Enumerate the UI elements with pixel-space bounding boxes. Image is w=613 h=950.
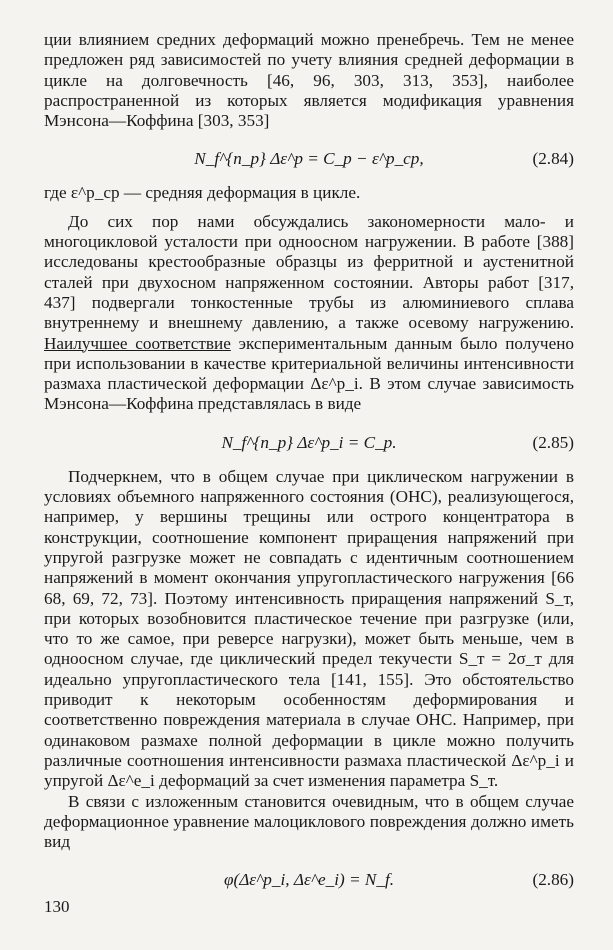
equation-2-84: [44, 141, 574, 175]
equation-2-84-number: (2.84): [532, 149, 574, 169]
page-number: 130: [44, 897, 70, 916]
paragraph-2: где ε^p_ср — средняя деформация в цикле.: [44, 183, 361, 203]
paragraph-4: Подчеркнем, что в общем случае при циклическом нагружении в условиях объемного напряженного состояния (ОНС), реализующегося, например, у вершины трещины или острого концентратора в конструкции, соотношение компонент приращения напряжений при упругой разгрузке может не совпадать с идентичным соотношением напряжений в момент окончания упругопластического нагружения [66 68, 69, 72, 73]. Поэтому интенсивность приращения напряжений S_т, при которых возобновится пластическое течение при разгрузке (или, что то же самое, при реверсе нагрузки), может быть меньше, чем в одноосном случае, где циклический предел текучести S_т = 2σ_т для идеально упругопластического тела [141, 155]. Это обстоятельство приводит к некоторым особенностям деформирования и соответственно повреждения материала в случае ОНС. Например, при одинаковом размахе полной деформации в цикле можно получить различные соотношения интенсивности размаха пластической Δε^p_i и упругой Δε^e_i деформаций за счет изменения параметра S_т.: [44, 466, 574, 791]
equation-2-86-number: (2.86): [532, 870, 574, 890]
paragraph-5: В связи с изложенным становится очевидным, что в общем случае деформационное уравнение малоциклового повреждения должно иметь вид: [44, 791, 574, 852]
page-body: [44, 30, 574, 904]
equation-2-85-number: (2.85): [532, 432, 574, 452]
equation-2-85-formula: N_f^{n_p} Δε^p_i = C_p.: [221, 432, 397, 452]
equation-2-85: [44, 425, 574, 459]
paragraph-3-text-a: До сих пор нами обсуждались закономерности мало- и многоцикловой усталости при одноосном нагружении. В работе [388] исследованы крестообразные образцы из ферритной и аустенитной сталей при двухосном напряженном состоянии. Авторы работ [317, 437] подвергали тонкостенные трубы из алюминиевого сплава внутреннему и внешнему давлению, а также осевому нагружению.: [44, 211, 574, 333]
paragraph-1: ции влиянием средних деформаций можно пренебречь. Тем не менее предложен ряд зависимостей по учету влияния средней деформации в цикле на долговечность [46, 96, 303, 313, 353], наиболее распространенной из которых является модификация уравнения Мэнсона—Коффина [303, 353]: [44, 30, 574, 131]
equation-2-86: [44, 862, 574, 896]
paragraph-3: [44, 212, 574, 415]
equation-2-84-formula: N_f^{n_p} Δε^p = C_p − ε^p_ср,: [194, 149, 424, 169]
paragraph-3-text-b: экспериментальным данным было получено при использовании в качестве критериальной величины интенсивности размаха пластической деформации Δε^p_i. В этом случае зависимость Мэнсона—Коффина представлялась в виде: [44, 333, 575, 414]
paragraph-3-underlined: Наилучшее соответствие: [44, 333, 231, 353]
equation-2-86-formula: φ(Δε^p_i, Δε^e_i) = N_f.: [223, 870, 395, 890]
